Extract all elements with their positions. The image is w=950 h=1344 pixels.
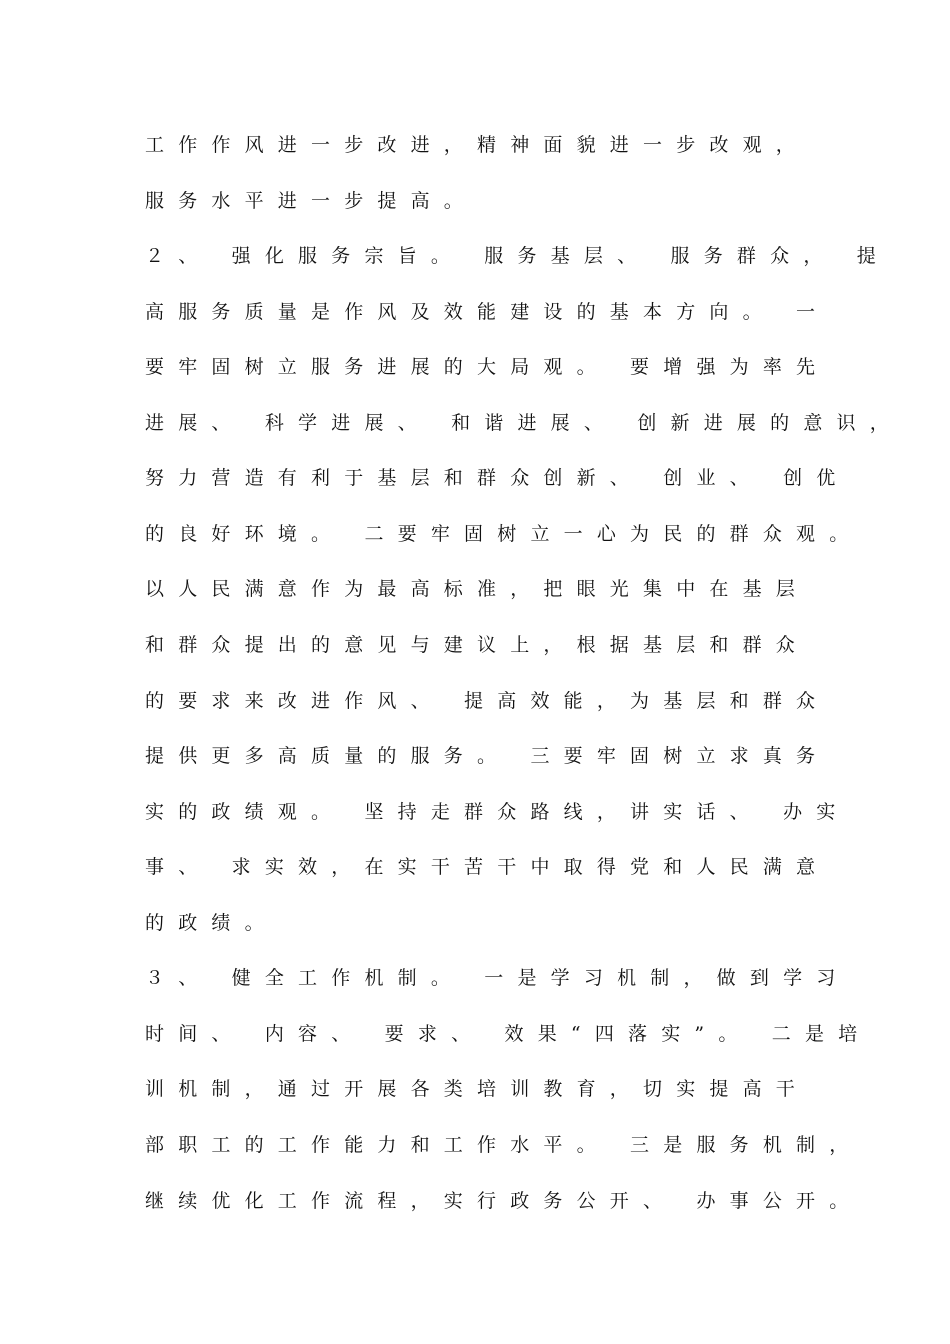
paragraph-line: 继续优化工作流程，实行政务公开、 办事公开。 bbox=[145, 1190, 863, 1212]
paragraph-line: 的良好环境。 二要牢固树立一心为民的群众观。 bbox=[145, 523, 863, 545]
paragraph-line: 高服务质量是作风及效能建设的基本方向。 一 bbox=[145, 301, 830, 323]
paragraph-line: ２、 强化服务宗旨。 服务基层、 服务群众， 提 bbox=[145, 245, 890, 267]
paragraph-line: 服务水平进一步提高。 bbox=[145, 190, 478, 212]
paragraph-line: 和群众提出的意见与建议上，根据基层和群众 bbox=[145, 634, 810, 656]
paragraph-line: 事、 求实效，在实干苦干中取得党和人民满意 bbox=[145, 856, 830, 878]
paragraph-line: 以人民满意作为最高标准，把眼光集中在基层 bbox=[145, 578, 810, 600]
paragraph-line: 的要求来改进作风、 提高效能，为基层和群众 bbox=[145, 690, 830, 712]
paragraph-line: 的政绩。 bbox=[145, 912, 278, 934]
paragraph-line: 部职工的工作能力和工作水平。 三是服务机制， bbox=[145, 1134, 863, 1156]
paragraph-line: 要牢固树立服务进展的大局观。 要增强为率先 bbox=[145, 356, 830, 378]
paragraph-line: 进展、 科学进展、 和谐进展、 创新进展的意识， bbox=[145, 412, 903, 434]
paragraph-line: 工作作风进一步改进，精神面貌进一步改观， bbox=[145, 134, 810, 156]
paragraph-line: 实的政绩观。 坚持走群众路线，讲实话、 办实 bbox=[145, 801, 850, 823]
paragraph-line: 提供更多高质量的服务。 三要牢固树立求真务 bbox=[145, 745, 830, 767]
paragraph-line: 努力营造有利于基层和群众创新、 创业、 创优 bbox=[145, 467, 850, 489]
paragraph-line: 时间、 内容、 要求、 效果“四落实”。 二是培 bbox=[145, 1023, 872, 1045]
paragraph-line: 训机制，通过开展各类培训教育，切实提高干 bbox=[145, 1078, 810, 1100]
paragraph-line: ３、 健全工作机制。 一是学习机制，做到学习 bbox=[145, 967, 850, 989]
